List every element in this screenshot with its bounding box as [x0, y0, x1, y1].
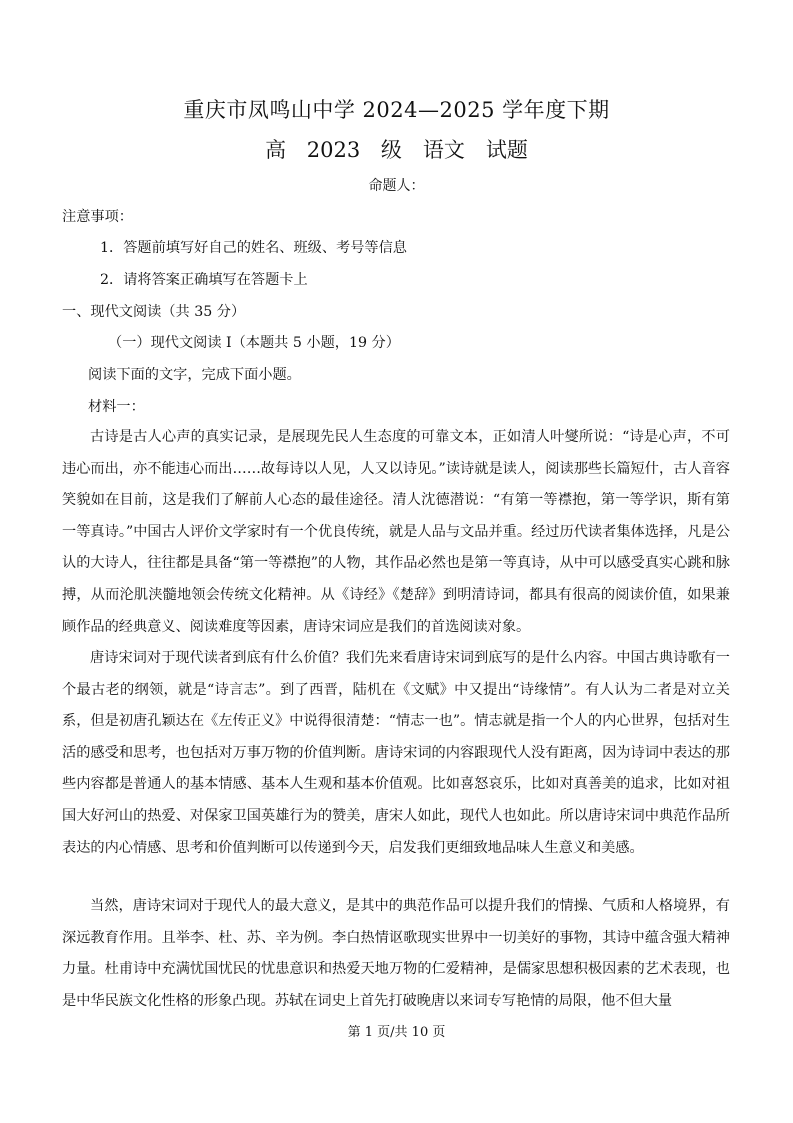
- reading-instruction: 阅读下面的文字，完成下面小题。: [88, 367, 301, 383]
- section-heading: 一、现代文阅读（共 35 分）: [62, 304, 246, 320]
- school-title: 重庆市凤鸣山中学 2024—2025 学年度下期: [183, 98, 610, 122]
- subsection-heading: （一）现代文阅读 I（本题共 5 小题，19 分）: [108, 335, 400, 351]
- body-paragraph: 古诗是古人心声的真实记录，是展现先民人生态度的可靠文本，正如清人叶燮所说：“诗是心声，不可违心而出，亦不能违心而出……故每诗以人见，人又以诗见。”读诗就是读人，阅读那些长篇短什，古人音容笑貌如在目前，这是我们了解前人心态的最佳途径。清人沈德潜说：“有第一等襟抱，第一等学识，斯有第一等真诗。”中国古人评价文学家时有一个优良传统，就是人品与文品并重。经过历代读者集体选择，凡是公认的大诗人，往往都是具备“第一等襟抱”的人物，其作品必然也是第一等真诗，从中可以感受真实心跳和脉搏，从而沦肌浃髓地领会传统文化精神。从《诗经》《楚辞》到明清诗词，都具有很高的阅读价值，如果兼顾作品的经典意义、阅读难度等因素，唐诗宋词应是我们的首选阅读对象。: [62, 429, 730, 635]
- material-label: 材料一：: [88, 399, 145, 415]
- notice-heading: 注意事项：: [62, 209, 133, 225]
- notice-item: 2．请将答案正确填写在答题卡上: [100, 272, 308, 288]
- body-paragraph: 唐诗宋词对于现代读者到底有什么价值？我们先来看唐诗宋词到底写的是什么内容。中国古典诗歌有一个最古老的纲领，就是“诗言志”。到了西晋，陆机在《文赋》中又提出“诗缘情”。有人认为二者是对立关系，但是初唐孔颖达在《左传正义》中说得很清楚：“情志一也”。情志就是指一个人的内心世界，包括对生活的感受和思考，也包括对万事万物的价值判断。唐诗宋词的内容跟现代人没有距离，因为诗词中表达的那些内容都是普通人的基本情感、基本人生观和基本价值观。比如喜怒哀乐，比如对真善美的追求，比如对祖国大好河山的热爱、对保家卫国英雄行为的赞美，唐宋人如此，现代人也如此。所以唐诗宋词中典范作品所表达的内心情感、思考和价值判断可以传递到今天，启发我们更细致地品味人生意义和美感。: [62, 650, 730, 856]
- exam-title: 高 2023 级 语文 试题: [265, 138, 528, 162]
- page-number: 第 1 页/共 10 页: [347, 1025, 446, 1040]
- body-paragraph: 当然，唐诗宋词对于现代人的最大意义，是其中的典范作品可以提升我们的情操、气质和人格境界，有深远教育作用。且举李、杜、苏、辛为例。李白热情讴歌现实世界中一切美好的事物，其诗中蕴含强大精神力量。杜甫诗中充满忧国忧民的忧患意识和热爱天地万物的仁爱精神，是儒家思想积极因素的艺术表现，也是中华民族文化性格的形象凸现。苏轼在词史上首先打破晚唐以来词专写艳情的局限，他不但大量: [62, 898, 730, 1009]
- notice-item: 1．答题前填写好自己的姓名、班级、考号等信息: [100, 240, 407, 256]
- proposer-label: 命题人：: [368, 178, 425, 194]
